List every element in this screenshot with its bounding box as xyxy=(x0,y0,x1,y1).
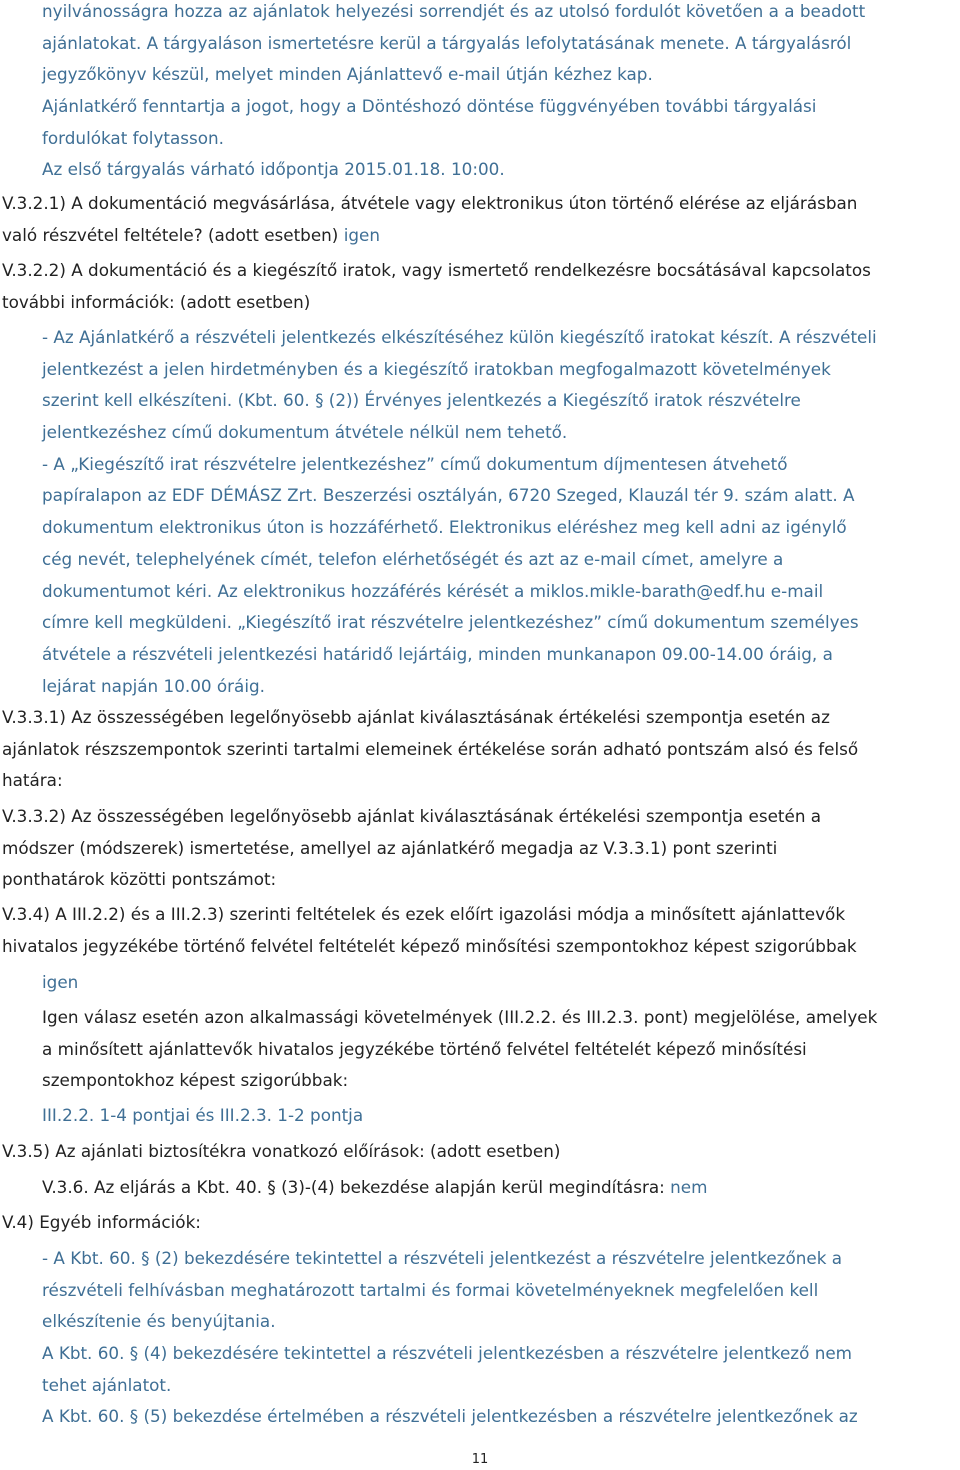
section-heading: V.3.4) A III.2.2) és a III.2.3) szerinti feltételek és ezek előírt igazolási módja a minősített ajánlattevők xyxy=(2,904,846,924)
body-line: címre kell megküldeni. „Kiegészítő irat részvételre jelentkezéshez” című dokumentum személyes xyxy=(42,612,859,633)
section-heading-cont: való részvétel feltétele? (adott esetben) xyxy=(2,224,339,245)
intro-line: Ajánlatkérő fenntartja a jogot, hogy a Döntéshozó döntése függvényében további tárgyalási xyxy=(42,96,817,117)
body-line: papíralapon az EDF DÉMÁSZ Zrt. Beszerzési osztályán, 6720 Szeged, Klauzál tér 9. szám alatt. A xyxy=(42,485,855,506)
section-v-3-2-2-body xyxy=(42,322,877,702)
first-negotiation-date: Az első tárgyalás várható időpontja 2015.01.18. 10:00. xyxy=(42,159,505,180)
section-heading: V.3.3.2) Az összességében legelőnyösebb ajánlat kiválasztásának értékelési szempontja esetén a xyxy=(2,806,822,826)
body-line: - Az Ajánlatkérő a részvételi jelentkezés elkészítéséhez külön kiegészítő iratokat készít. A részvételi xyxy=(42,327,877,347)
section-heading: V.4) Egyéb információk: xyxy=(2,1212,201,1232)
body-line: - A Kbt. 60. § (2) bekezdésére tekintettel a részvételi jelentkezést a részvételre jelentkezőnek a xyxy=(42,1248,843,1268)
body-line: jelentkezéshez című dokumentum átvétele nélkül nem tehető. xyxy=(42,422,568,443)
section-v-4-body xyxy=(42,1243,858,1433)
section-v-3-2-2 xyxy=(2,255,871,318)
body-line: A Kbt. 60. § (4) bekezdésére tekintettel a részvételi jelentkezésben a részvételre jelentkező nem xyxy=(42,1343,853,1364)
section-v-4 xyxy=(2,1207,201,1239)
intro-line: nyilvánosságra hozza az ajánlatok helyezési sorrendjét és az utolsó fordulót követően a a beadott xyxy=(42,1,866,21)
section-heading: V.3.6. Az eljárás a Kbt. 40. § (3)-(4) bekezdése alapján kerül megindításra: xyxy=(42,1177,665,1197)
answer-value: igen xyxy=(42,972,79,992)
page-number: 11 xyxy=(471,1452,489,1467)
section-v-3-2-1 xyxy=(2,188,857,251)
section-v-3-6 xyxy=(42,1172,707,1204)
answer-value: III.2.2. 1-4 pontjai és III.2.3. 1-2 pontja xyxy=(42,1105,364,1125)
intro-line: jegyzőkönyv készül, melyet minden Ajánlattevő e-mail útján kézhez kap. xyxy=(42,64,653,85)
detail-line: a minősített ajánlattevők hivatalos jegyzékébe történő felvétel feltételét képező minősítési xyxy=(42,1038,807,1059)
section-v-3-3-2 xyxy=(2,801,821,896)
body-line: átvétele a részvételi jelentkezési határidő lejártáig, minden munkanapon 09.00-14.00 óráig, a xyxy=(42,643,833,664)
section-heading: V.3.2.2) A dokumentáció és a kiegészítő iratok, vagy ismertető rendelkezésre bocsátásával kapcsolatos xyxy=(2,260,871,280)
section-heading: V.3.2.1) A dokumentáció megvásárlása, átvétele vagy elektronikus úton történő elérése az eljárásban xyxy=(2,193,858,213)
body-line: cég nevét, telephelyének címét, telefon elérhetőségét és azt az e-mail címet, amelyre a xyxy=(42,548,784,569)
body-line: dokumentumot kéri. Az elektronikus hozzáférés kérését a miklos.mikle-barath@edf.hu e-mail xyxy=(42,580,824,601)
body-line: jelentkezést a jelen hirdetményben és a kiegészítő iratokban megfogalmazott követelmények xyxy=(42,358,831,379)
intro-line: ajánlatokat. A tárgyaláson ismertetésre kerül a tárgyalás lefolytatásának menete. A tárgyalásról xyxy=(42,32,852,53)
section-heading: V.3.5) Az ajánlati biztosítékra vonatkozó előírások: (adott esetben) xyxy=(2,1141,561,1161)
body-line: elkészítenie és benyújtania. xyxy=(42,1311,276,1332)
intro-paragraph xyxy=(42,0,865,186)
detail-line: szempontokhoz képest szigorúbbak: xyxy=(42,1070,349,1091)
section-v-3-4 xyxy=(2,899,857,962)
section-v-3-4-detail-answer xyxy=(42,1100,363,1132)
body-line: tehet ajánlatot. xyxy=(42,1374,172,1395)
section-heading-cont: módszer (módszerek) ismertetése, amellyel az ajánlatkérő megadja az V.3.3.1) pont szerinti xyxy=(2,837,778,858)
section-v-3-3-1 xyxy=(2,702,858,797)
body-line: dokumentum elektronikus úton is hozzáférhető. Elektronikus eléréshez meg kell adni az igénylő xyxy=(42,517,847,538)
section-heading-cont: további információk: (adott esetben) xyxy=(2,291,311,312)
section-heading: V.3.3.1) Az összességében legelőnyösebb ajánlat kiválasztásának értékelési szempontja esetén az xyxy=(2,707,830,727)
section-heading-cont: határa: xyxy=(2,770,63,791)
section-heading-cont: ponthatárok közötti pontszámot: xyxy=(2,869,277,890)
detail-line: Igen válasz esetén azon alkalmassági követelmények (III.2.2. és III.2.3. pont) megjelölése, amelyek xyxy=(42,1007,878,1027)
intro-line: fordulókat folytasson. xyxy=(42,127,224,148)
body-line: - A „Kiegészítő irat részvételre jelentkezéshez” című dokumentum díjmentesen átvehető xyxy=(42,453,788,474)
section-heading-cont: ajánlatok részszempontok szerinti tartalmi elemeinek értékelése során adható pontszám alsó és felső xyxy=(2,738,859,759)
section-v-3-4-detail xyxy=(42,1002,877,1097)
answer-value: nem xyxy=(670,1177,708,1197)
section-heading-cont: hivatalos jegyzékébe történő felvétel feltételét képező minősítési szempontokhoz képest szigorúbbak xyxy=(2,935,857,956)
body-line: szerint kell elkészíteni. (Kbt. 60. § (2)) Érvényes jelentkezés a Kiegészítő iratok részvételre xyxy=(42,390,801,411)
body-line: részvételi felhívásban meghatározott tartalmi és formai követelményeknek megfelelően kell xyxy=(42,1279,819,1300)
section-v-3-4-answer xyxy=(42,967,78,999)
answer-value: igen xyxy=(343,224,380,245)
body-line: lejárat napján 10.00 óráig. xyxy=(42,675,265,696)
section-v-3-5 xyxy=(2,1136,560,1168)
body-line: A Kbt. 60. § (5) bekezdése értelmében a részvételi jelentkezésben a részvételre jelentkezőnek az xyxy=(42,1406,858,1427)
